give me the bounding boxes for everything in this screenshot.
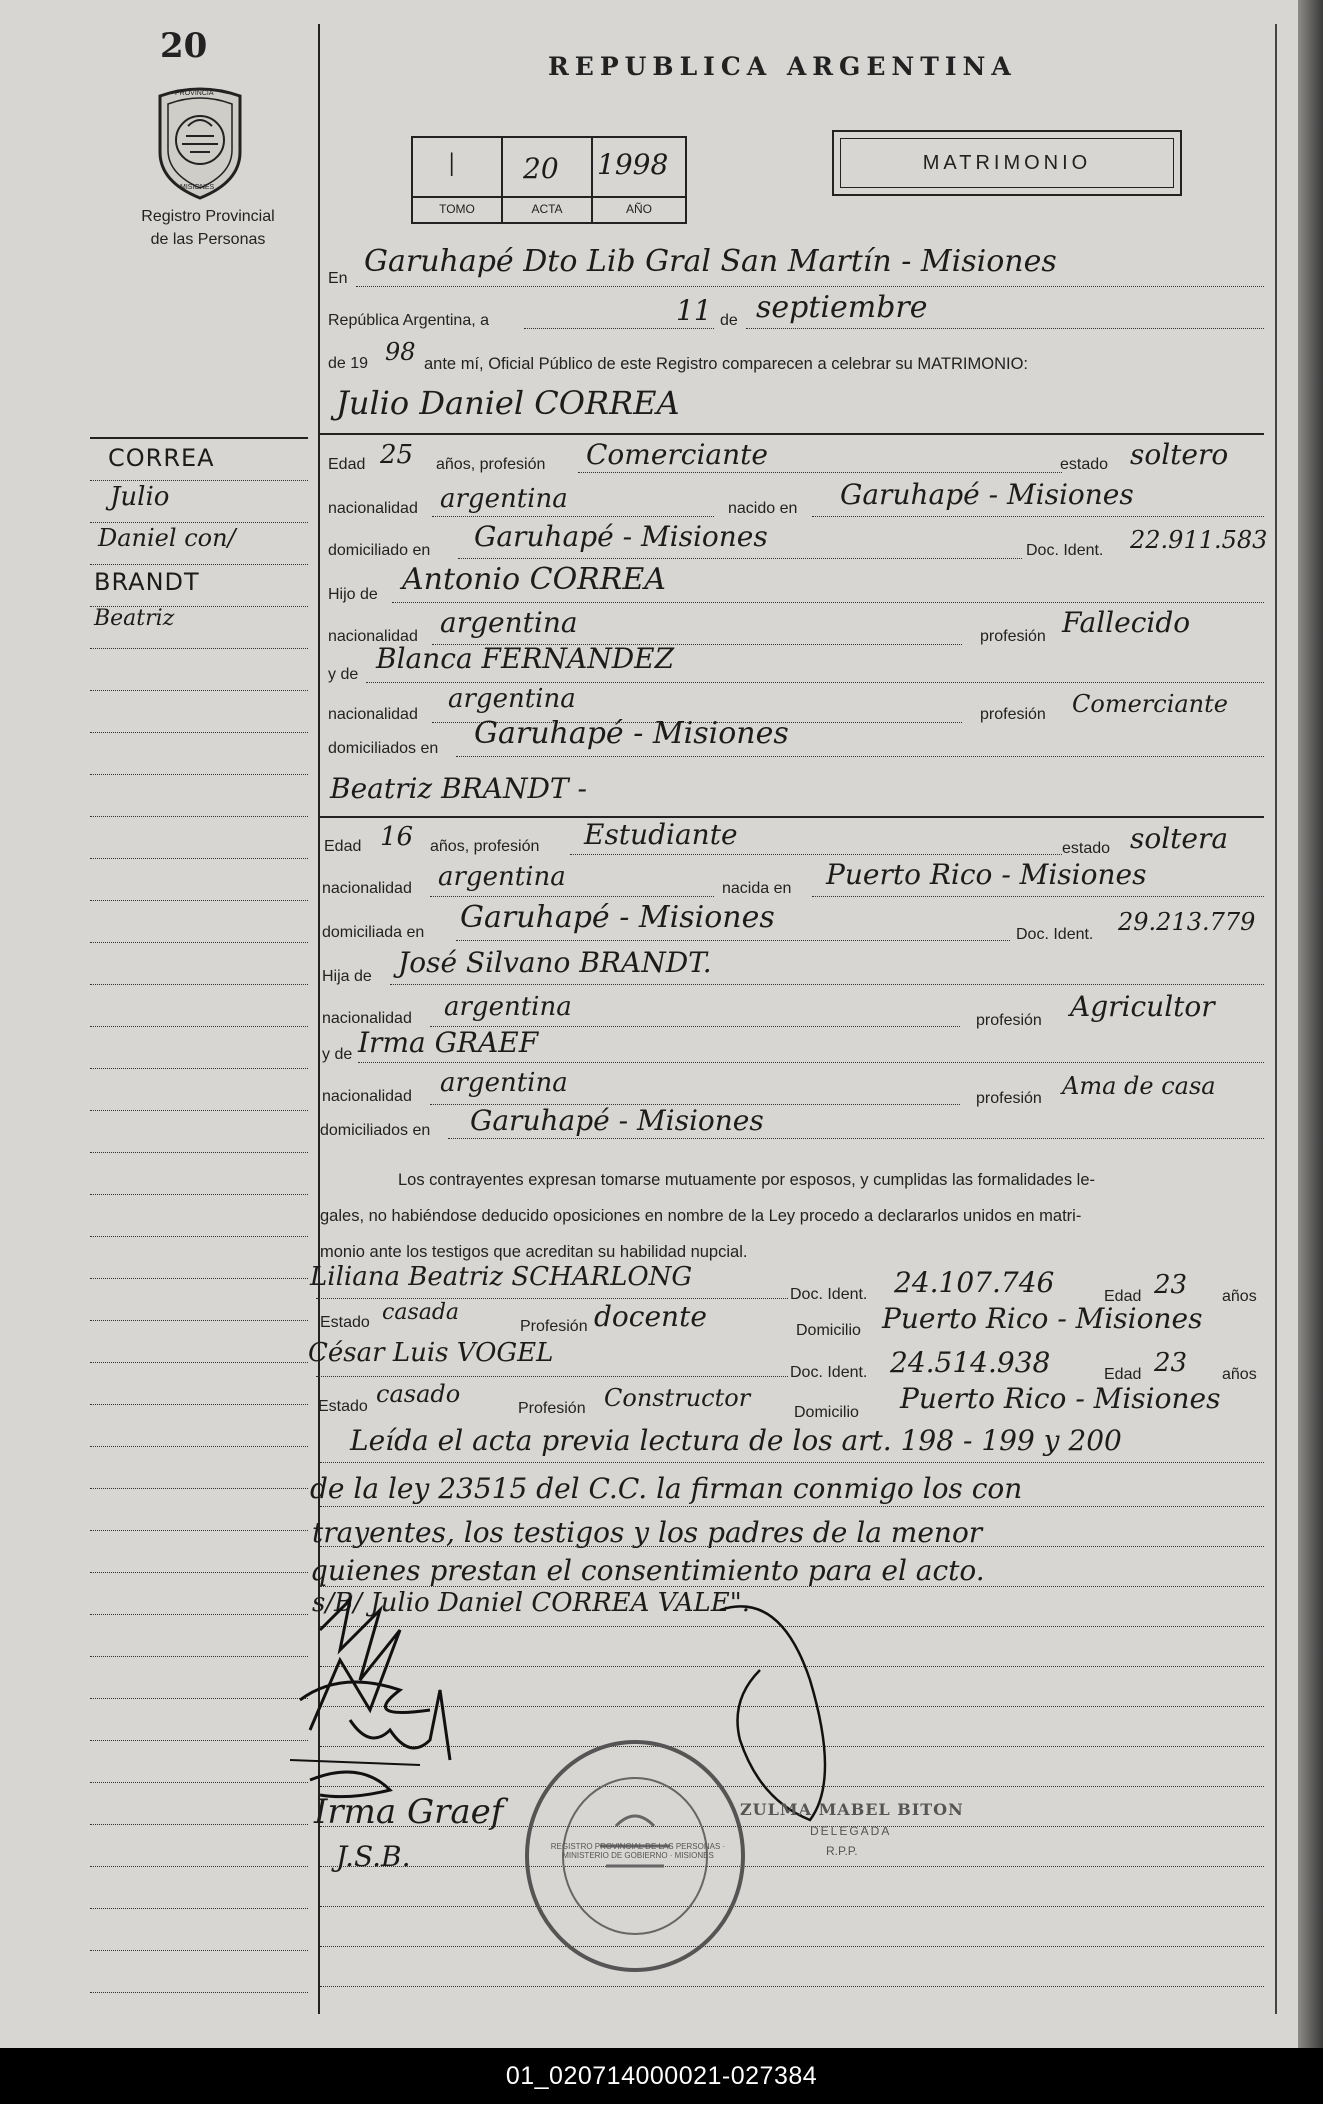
field-label: Estado [320,1314,370,1331]
field-line [392,602,1264,603]
bride-doc: 29.213.779 [1118,908,1256,936]
witness-1-profesion: docente [594,1300,707,1333]
margin-line [90,1278,308,1279]
book-reference-box [411,136,687,224]
margin-line [90,1908,308,1909]
bride-padre: José Silvano BRANDT. [398,946,712,979]
margin-line [90,900,308,901]
groom-edad: 25 [380,440,414,470]
field-label: domiciliados en [328,740,439,757]
bride-nacionalidad: argentina [438,862,566,892]
margin-line [90,858,308,859]
witness-1-estado: casada [382,1300,460,1325]
bride-madre-prof: Ama de casa [1062,1072,1216,1100]
field-line [456,756,1264,757]
margin-line [90,942,308,943]
groom-padres-dom: Garuhapé - Misiones [474,716,789,751]
field-label: domiciliada en [322,924,425,941]
year-suffix: 98 [385,338,416,366]
groom-padre-prof: Fallecido [1062,606,1191,639]
margin-note-line: BRANDT [94,568,200,596]
margin-line [90,816,308,817]
margin-line [90,1782,308,1783]
margin-line [90,774,308,775]
groom-padre: Antonio CORREA [402,562,666,597]
field-label: Edad [328,456,366,473]
margin-line [90,564,308,565]
field-label: Profesión [520,1318,588,1335]
book-edge [1298,0,1323,2048]
field-label: Hija de [322,968,372,985]
field-line [456,940,1010,941]
date-month: septiembre [756,290,928,325]
place-line [356,286,1264,287]
right-border [1275,24,1277,2014]
field-label: Hijo de [328,586,378,603]
acta-value: 20 [523,152,559,185]
field-label: Doc. Ident. [790,1286,868,1303]
acta-label: ACTA [531,202,563,216]
bride-edad: 16 [380,822,414,852]
field-line [430,896,714,897]
field-label: Edad [324,838,362,855]
field-label: Doc. Ident. [1026,542,1104,559]
field-label: Doc. Ident. [790,1364,868,1381]
field-label: nacido en [728,500,798,517]
bride-madre-nac: argentina [440,1068,568,1098]
witness-2-domicilio: Puerto Rico - Misiones [900,1382,1221,1415]
closing-note-line: s/B/ Julio Daniel CORREA VALE". [312,1588,750,1618]
bride-nacida: Puerto Rico - Misiones [826,858,1147,891]
witness-2-estado: casado [376,1380,461,1408]
margin-line [90,1068,308,1069]
groom-profesion: Comerciante [586,438,768,471]
appearance-text: ante mí, Oficial Público de este Registro comparecen a celebrar su MATRIMONIO: [424,355,1029,373]
field-label: profesión [976,1012,1042,1029]
field-label: domiciliados en [320,1122,431,1139]
place-label: En [328,270,348,287]
tomo-value: I [447,146,457,184]
field-label: estado [1062,840,1111,857]
margin-line [90,1320,308,1321]
date-day-line [524,328,714,329]
field-line [316,1298,788,1299]
groom-domiciliado: Garuhapé - Misiones [474,520,768,553]
margin-note-line: Daniel con/ [98,524,236,552]
bride-name: Beatriz BRANDT - [330,772,587,805]
page-number: 20 [160,26,208,66]
field-line [432,516,714,517]
bride-estado: soltera [1130,822,1229,855]
date-de-label: de [720,312,738,329]
margin-line [90,522,308,523]
tomo-label: TOMO [439,202,475,216]
act-type-box [832,130,1182,196]
closing-note-line: trayentes, los testigos y los padres de la menor [312,1516,983,1549]
seal-top-text: PROVINCIA [175,90,214,97]
margin-line [90,606,308,607]
field-label: domiciliado en [328,542,431,559]
closing-note-line: quienes prestan el consentimiento para el acto. [310,1554,985,1587]
margin-line [90,1194,308,1195]
field-label: profesión [980,628,1046,645]
groom-nacido: Garuhapé - Misiones [840,478,1134,511]
margin-line [90,984,308,985]
groom-section-rule [320,433,1264,435]
declaration-line-2: gales, no habiéndose deducido oposiciones en nombre de la Ley procedo a declararlos unidos en matri- [320,1207,1082,1225]
field-line [390,984,1264,985]
margin-line [90,1404,308,1405]
field-label: estado [1060,456,1109,473]
bride-padre-nac: argentina [444,992,572,1022]
country-heading: REPUBLICA ARGENTINA [548,52,1017,81]
round-seal-text: REGISTRO PROVINCIAL DE LAS PERSONAS · MINISTERIO DE GOBIERNO · MISIONES [550,1842,726,1860]
date-day: 11 [676,294,712,327]
witness-1-edad: 23 [1154,1270,1188,1300]
seal-bottom-text: MISIONES [180,184,215,191]
signature-irma: Irma Graef [314,1792,504,1832]
groom-madre-prof: Comerciante [1072,690,1228,718]
witness-2-name: César Luis VOGEL [308,1338,554,1368]
bride-profesion: Estudiante [584,818,738,851]
groom-nacionalidad: argentina [440,484,568,514]
witness-2-edad: 23 [1154,1348,1188,1378]
margin-line [90,690,308,691]
field-line [578,472,1062,473]
margin-note-line: CORREA [108,444,215,472]
groom-padre-nac: argentina [440,606,578,639]
margin-line [90,1950,308,1951]
field-label: años, profesión [436,456,546,473]
witness-2-doc: 24.514.938 [890,1346,1051,1379]
witness-1-domicilio: Puerto Rico - Misiones [882,1302,1203,1335]
official-stamp-name: ZULMA MABEL BITON [740,1800,964,1819]
field-label: nacionalidad [322,880,412,897]
bride-section-rule [320,816,1264,818]
ruled-line [320,1986,1264,1987]
ruled-line [320,1866,1264,1867]
signature-initials: J.S.B. [336,1840,411,1873]
closing-note-line: de la ley 23515 del C.C. la firman conmigo los con [310,1472,1023,1505]
field-label: Domicilio [794,1404,859,1421]
groom-estado: soltero [1130,438,1229,471]
act-type-label: MATRIMONIO [922,152,1092,174]
margin-note-line: Beatriz [94,606,175,631]
ano-value: 1998 [597,148,669,181]
field-label: y de [322,1046,353,1063]
witness-1-name: Liliana Beatriz SCHARLONG [310,1262,693,1292]
margin-line [90,1530,308,1531]
field-label: profesión [976,1090,1042,1107]
registry-name-line1: Registro Provincial [141,208,275,225]
field-label: Edad [1104,1366,1142,1383]
margin-line [90,1614,308,1615]
margin-top-rule [90,437,308,439]
margin-line [90,1488,308,1489]
margin-line [90,1026,308,1027]
ruled-line [320,1586,1264,1587]
field-label: Estado [318,1398,368,1415]
ruled-line [320,1506,1264,1507]
field-line [458,558,1022,559]
groom-name: Julio Daniel CORREA [336,384,680,422]
bride-domiciliada: Garuhapé - Misiones [460,900,775,935]
field-label: y de [328,666,359,683]
ano-label: AÑO [625,202,652,216]
field-label: nacionalidad [328,628,418,645]
field-line [812,896,1264,897]
margin-line [90,1698,308,1699]
ruled-line [320,1946,1264,1947]
margin-line [90,1152,308,1153]
margin-line [90,1572,308,1573]
margin-line [90,1740,308,1741]
bride-madre: Irma GRAEF [358,1026,539,1059]
margin-line [90,480,308,481]
field-label: nacionalidad [322,1088,412,1105]
field-line [316,1376,788,1377]
margin-line [90,1992,308,1993]
field-label: Doc. Ident. [1016,926,1094,943]
official-stamp-initials: R.P.P. [826,1844,858,1858]
margin-line [90,1236,308,1237]
field-line [358,1062,1264,1063]
margin-line [90,1110,308,1111]
provincial-shield-icon [152,82,248,200]
footer-id: 01_020714000021-027384 [0,2048,1323,2104]
field-line [366,682,1264,683]
margin-line [90,648,308,649]
groom-madre-nac: argentina [448,684,576,714]
margin-note [90,430,308,660]
year-prefix: de 19 [328,355,369,372]
margin-line [90,732,308,733]
field-label: nacida en [722,880,792,897]
closing-note-line: Leída el acta previa lectura de los art. 198 - 199 y 200 [350,1424,1122,1457]
field-line [570,854,1062,855]
margin-note-line: Julio [110,482,170,512]
field-label: Edad [1104,1288,1142,1305]
declaration-line-3: monio ante los testigos que acreditan su habilidad nupcial. [320,1243,748,1261]
field-label: años [1222,1366,1257,1383]
field-label: nacionalidad [328,706,418,723]
margin-line [90,1656,308,1657]
field-label: Domicilio [796,1322,861,1339]
field-label: nacionalidad [328,500,418,517]
ruled-line [320,1462,1264,1463]
registry-name-line2: de las Personas [150,231,266,248]
date-month-line [746,328,1264,329]
groom-doc: 22.911.583 [1130,526,1268,554]
field-line [812,516,1264,517]
official-stamp-title: DELEGADA [810,1824,892,1838]
bride-padre-prof: Agricultor [1070,990,1215,1023]
margin-line [90,1866,308,1867]
field-label: nacionalidad [322,1010,412,1027]
field-label: años, profesión [430,838,540,855]
date-prefix: República Argentina, a [328,312,489,329]
ruled-line [320,1546,1264,1547]
witness-2-profesion: Constructor [604,1384,751,1412]
margin-line [90,1446,308,1447]
witness-1-doc: 24.107.746 [894,1266,1055,1299]
field-label: años [1222,1288,1257,1305]
margin-line [90,1824,308,1825]
field-label: profesión [980,706,1046,723]
place-value: Garuhapé Dto Lib Gral San Martín - Misiones [364,244,1057,279]
field-line [448,1138,1264,1139]
bride-padres-dom: Garuhapé - Misiones [470,1104,764,1137]
field-label: Profesión [518,1400,586,1417]
ruled-line [320,1906,1264,1907]
groom-madre: Blanca FERNANDEZ [376,642,675,675]
declaration-line-1: Los contrayentes expresan tomarse mutuamente por esposos, y cumplidas las formalidades le- [398,1171,1096,1189]
margin-line [90,1362,308,1363]
